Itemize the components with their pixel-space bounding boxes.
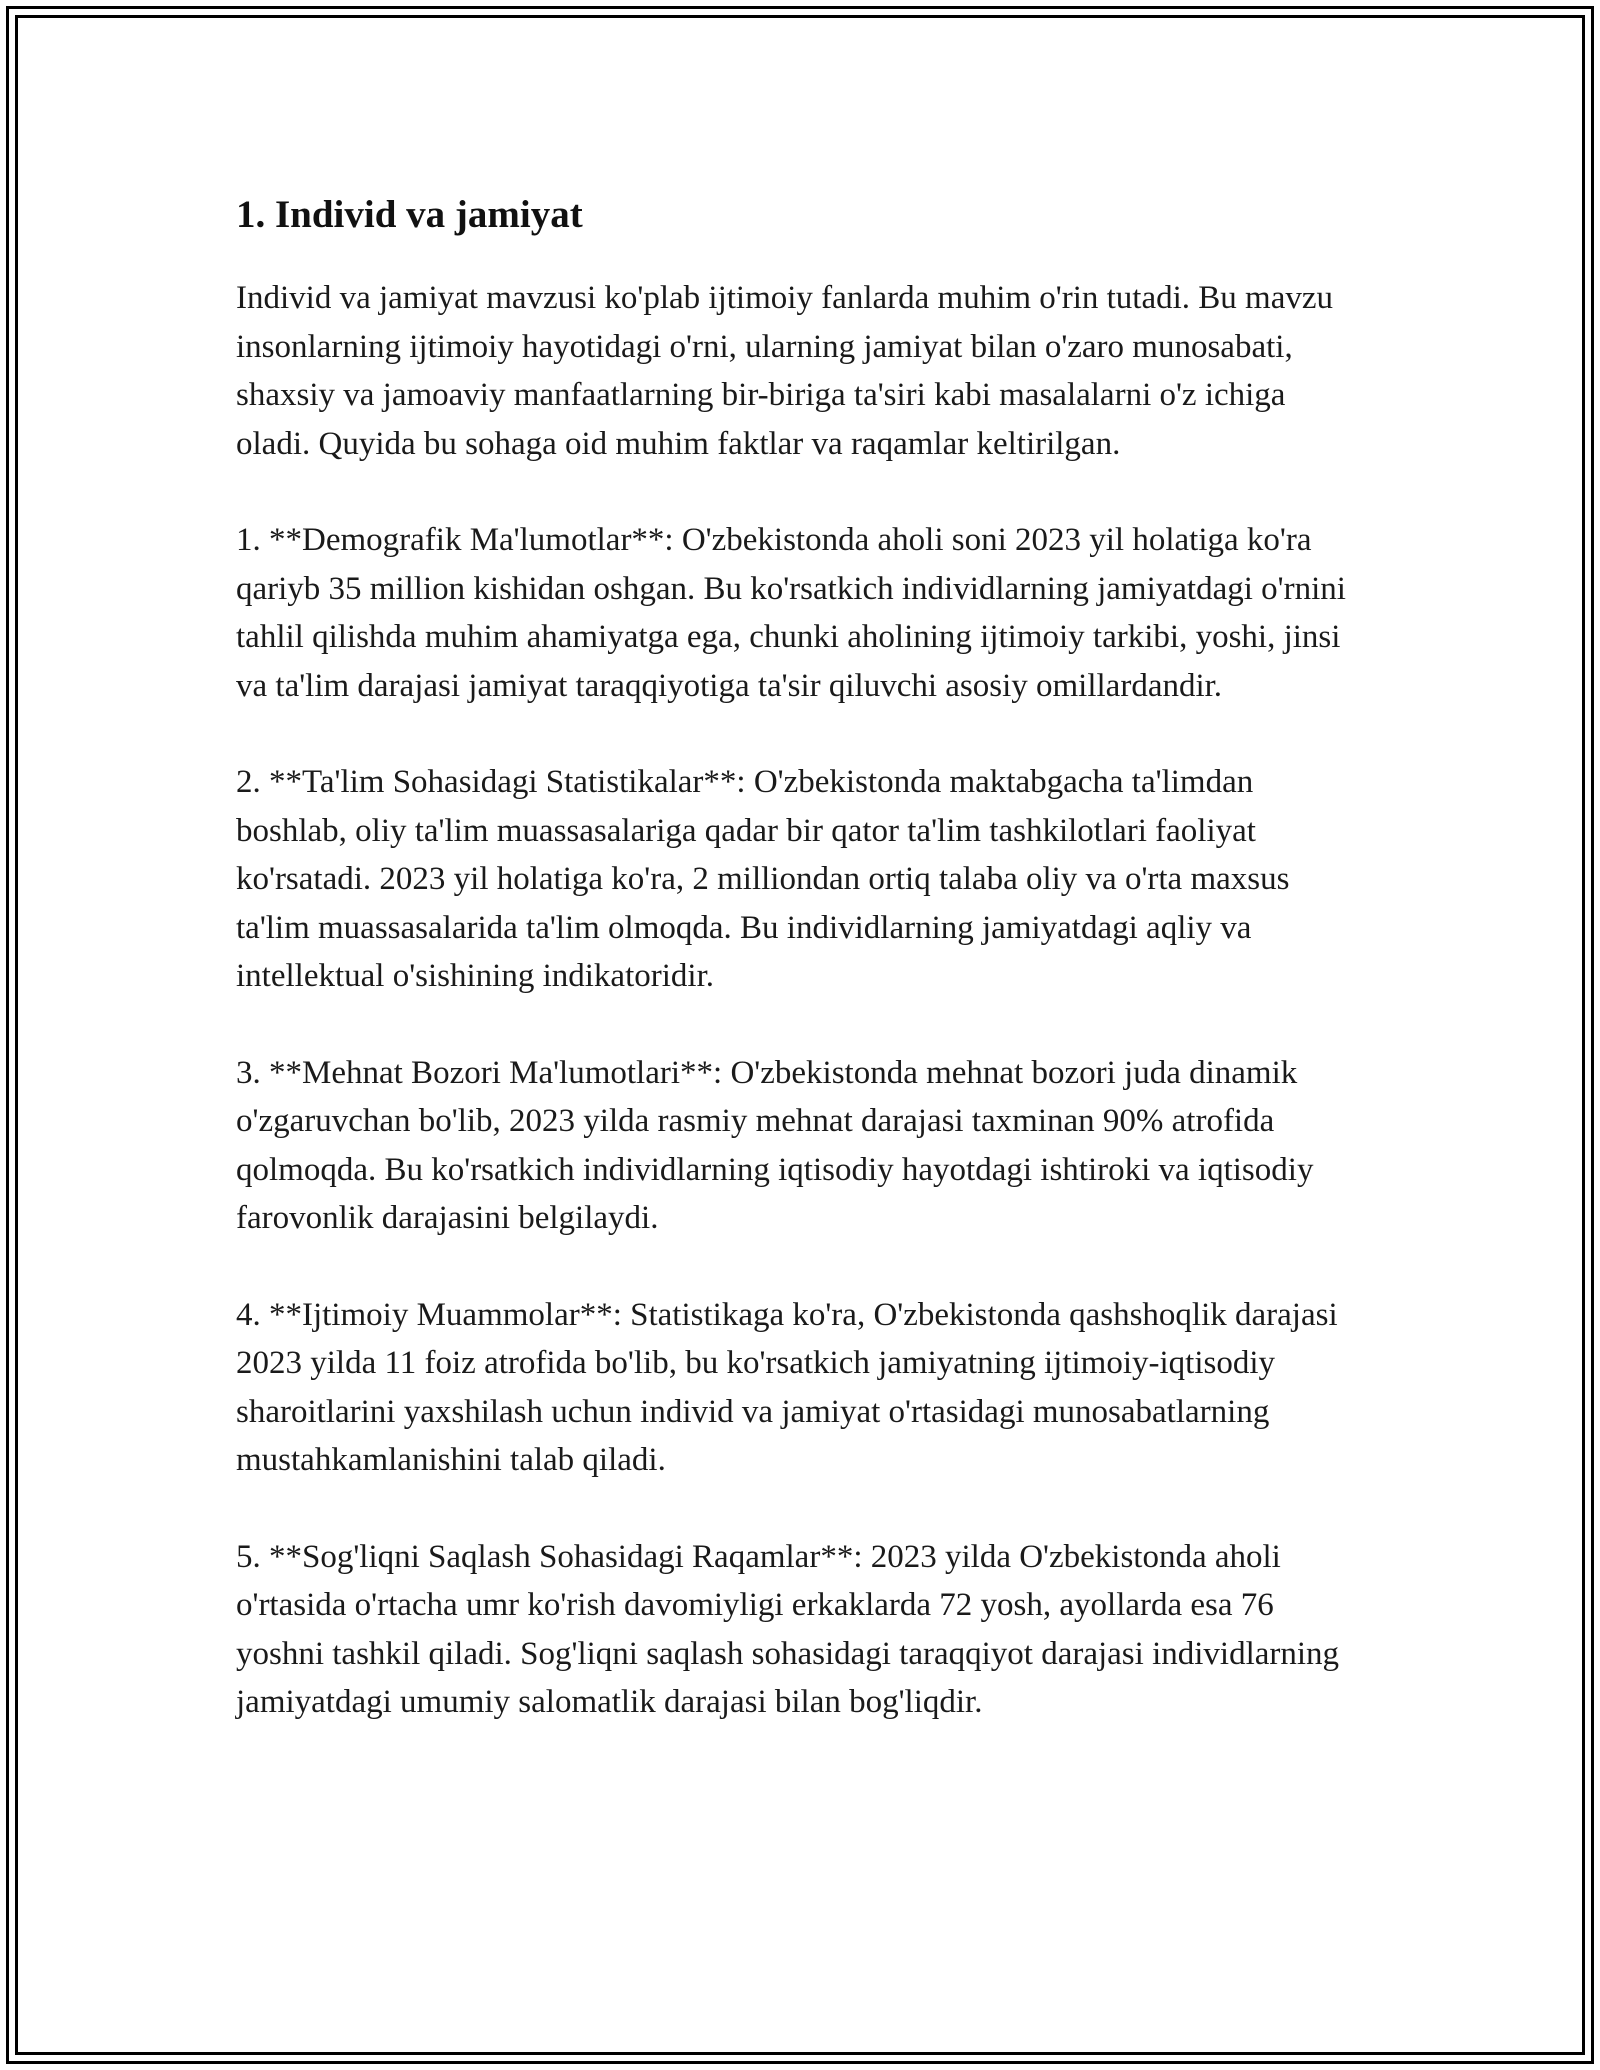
paragraph-education: 2. **Ta'lim Sohasidagi Statistikalar**: O'zbekistonda maktabgacha ta'limdan boshlab, oliy ta'lim muassasalariga qadar bir qator ta'lim tashkilotlari faoliyat ko'rsatadi. 2023 yil holatiga ko'ra, 2 milliondan ortiq talaba oliy va o'rta maxsus ta'lim muassasalarida ta'lim olmoqda. Bu individlarning jamiyatdagi aqliy va intellektual o'sishining indikatoridir. xyxy=(236,764,1290,994)
paragraph-labor-market: 3. **Mehnat Bozori Ma'lumotlari**: O'zbekistonda mehnat bozori juda dinamik o'zgaruvchan bo'lib, 2023 yilda rasmiy mehnat darajasi taxminan 90% atrofida qolmoqda. Bu ko'rsatkich individlarning iqtisodiy hayotdagi ishtiroki va iqtisodiy farovonlik darajasini belgilaydi. xyxy=(236,1054,1314,1236)
intro-paragraph: Individ va jamiyat mavzusi ko'plab ijtimoiy fanlarda muhim o'rin tutadi. Bu mavzu insonlarning ijtimoiy hayotidagi o'rni, ularning jamiyat bilan o'zaro munosabati, shaxsiy va jamoaviy manfaatlarning bir-biriga ta'siri kabi masalalarni o'z ichiga oladi. Quyida bu sohaga oid muhim faktlar va raqamlar keltirilgan. xyxy=(236,280,1334,462)
section-title: 1. Individ va jamiyat xyxy=(236,193,583,236)
paragraph-demographics: 1. **Demografik Ma'lumotlar**: O'zbekistonda aholi soni 2023 yil holatiga ko'ra qariyb 35 million kishidan oshgan. Bu ko'rsatkich individlarning jamiyatdagi o'rnini tahlil qilishda muhim ahamiyatga ega, chunki aholining ijtimoiy tarkibi, yoshi, jinsi va ta'lim darajasi jamiyat taraqqiyotiga ta'sir qiluvchi asosiy omillardandir. xyxy=(236,522,1346,704)
paragraph-healthcare: 5. **Sog'liqni Saqlash Sohasidagi Raqamlar**: 2023 yilda O'zbekistonda aholi o'rtasida o'rtacha umr ko'rish davomiyligi erkaklarda 72 yosh, ayollarda esa 76 yoshni tashkil qiladi. Sog'liqni saqlash sohasidagi taraqqiyot darajasi individlarning jamiyatdagi umumiy salomatlik darajasi bilan bog'liqdir. xyxy=(236,1538,1340,1720)
document-body xyxy=(236,190,1356,1775)
paragraph-social-problems: 4. **Ijtimoiy Muammolar**: Statistikaga ko'ra, O'zbekistonda qashshoqlik darajasi 2023 yilda 11 foiz atrofida bo'lib, bu ko'rsatkich jamiyatning ijtimoiy-iqtisodiy sharoitlarini yaxshilash uchun individ va jamiyat o'rtasidagi munosabatlarning mustahkamlanishini talab qiladi. xyxy=(236,1296,1338,1478)
